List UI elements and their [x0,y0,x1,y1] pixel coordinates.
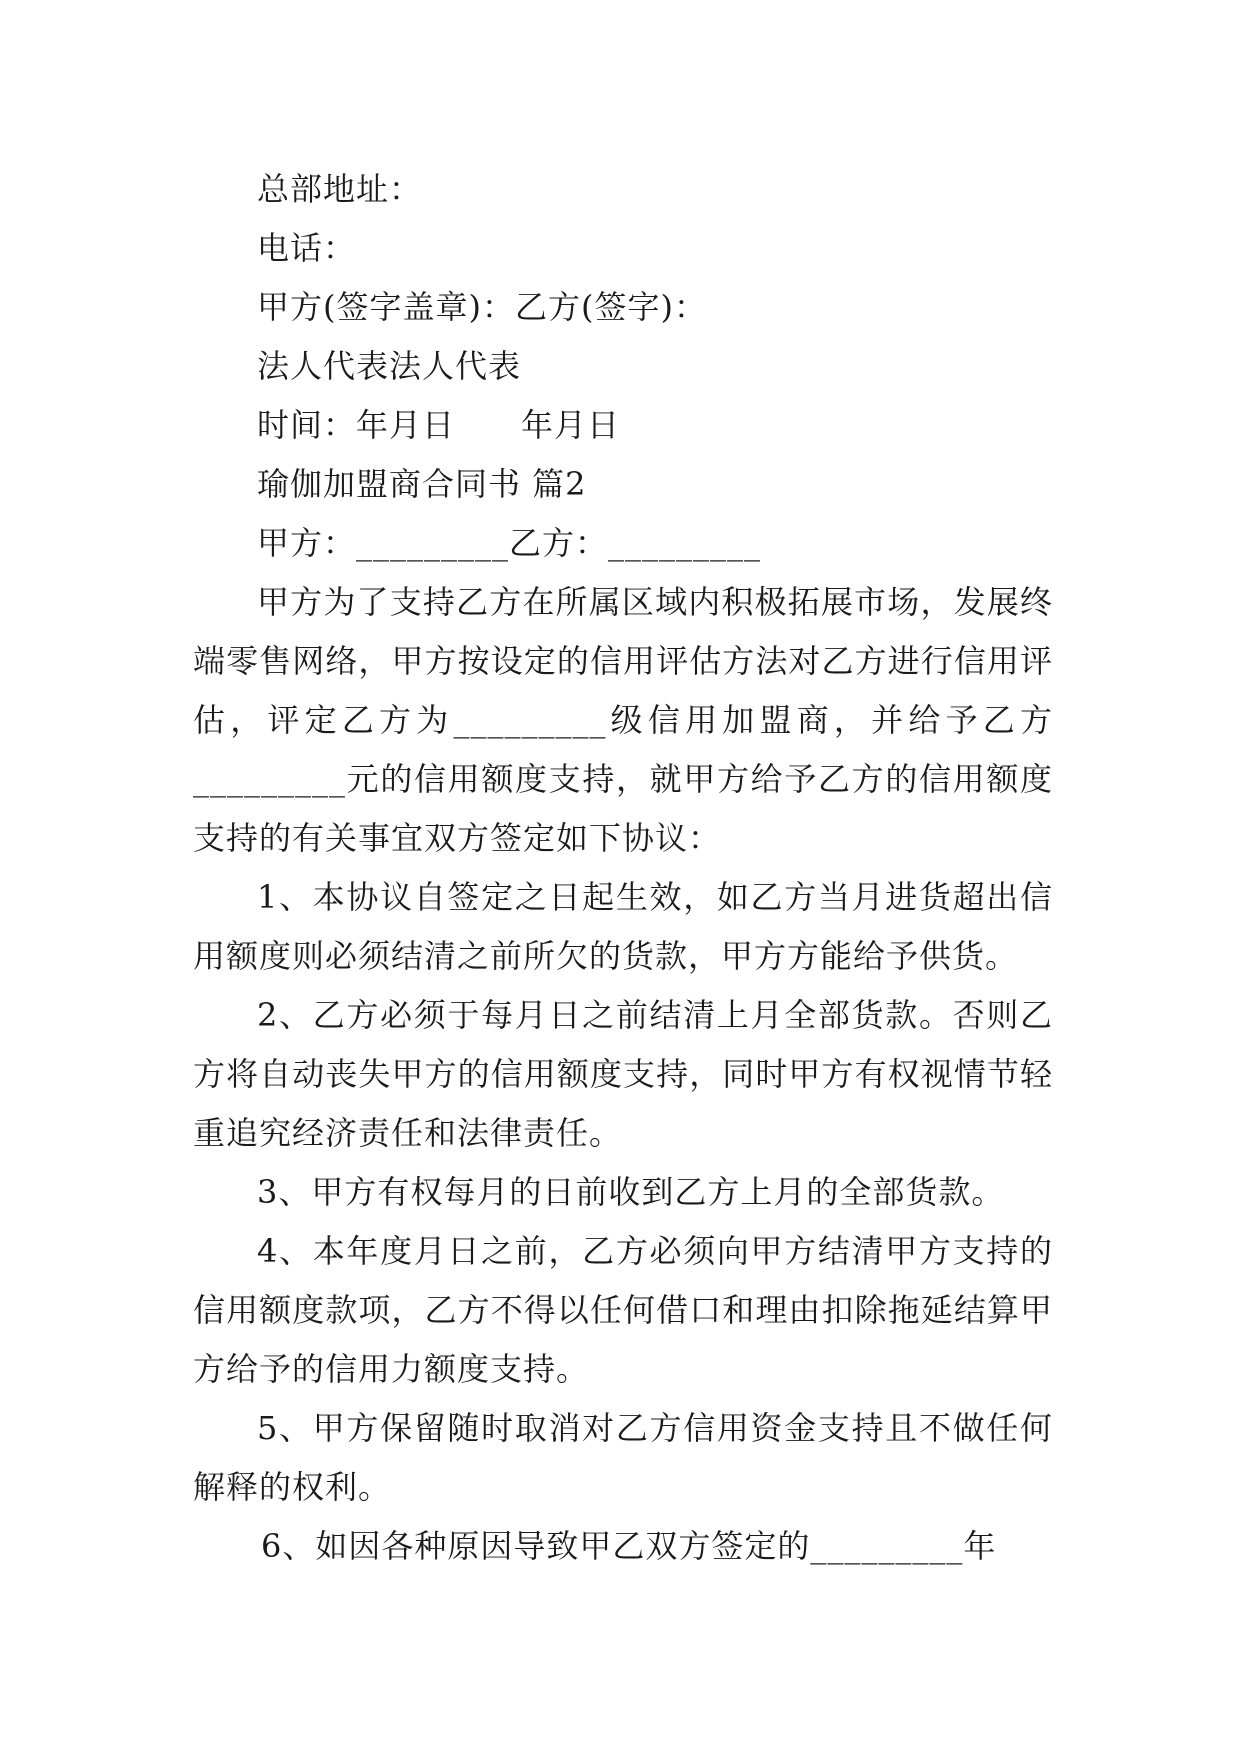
clause-4: 4、本年度月日之前，乙方必须向甲方结清甲方支持的信用额度款项，乙方不得以任何借口和理由扣除拖延结算甲方给予的信用力额度支持。 [193,1232,1053,1388]
clause-2: 2、乙方必须于每月日之前结清上月全部货款。否则乙方将自动丧失甲方的信用额度支持，同时甲方有权视情节轻重追究经济责任和法律责任。 [193,996,1053,1152]
hq-address-line: 总部地址： [257,170,423,208]
clause-1: 1、本协议自签定之日起生效，如乙方当月进货超出信用额度则必须结清之前所欠的货款，甲方方能给予供货。 [193,878,1053,975]
phone-line: 电话： [257,229,357,267]
signature-line: 甲方(签字盖章)：乙方(签字)： [257,288,707,326]
date-line: 时间：年月日 年月日 [257,406,621,444]
legal-rep-line: 法人代表法人代表 [257,347,522,385]
section-title: 瑜伽加盟商合同书 篇2 [257,465,587,503]
document-body [193,160,1053,1576]
clause-6: 6、如因各种原因导致甲乙双方签定的_________年 [261,1527,997,1565]
intro-paragraph: 甲方为了支持乙方在所属区域内积极拓展市场，发展终端零售网络，甲方按设定的信用评估方法对乙方进行信用评估，评定乙方为_________级信用加盟商，并给予乙方_________元的信用额度支持，就甲方给予乙方的信用额度支持的有关事宜双方签定如下协议： [193,583,1053,857]
parties-line: 甲方：_________乙方：_________ [257,524,762,562]
clause-3: 3、甲方有权每月的日前收到乙方上月的全部货款。 [257,1173,1005,1211]
clause-5: 5、甲方保留随时取消对乙方信用资金支持且不做任何解释的权利。 [193,1409,1053,1506]
